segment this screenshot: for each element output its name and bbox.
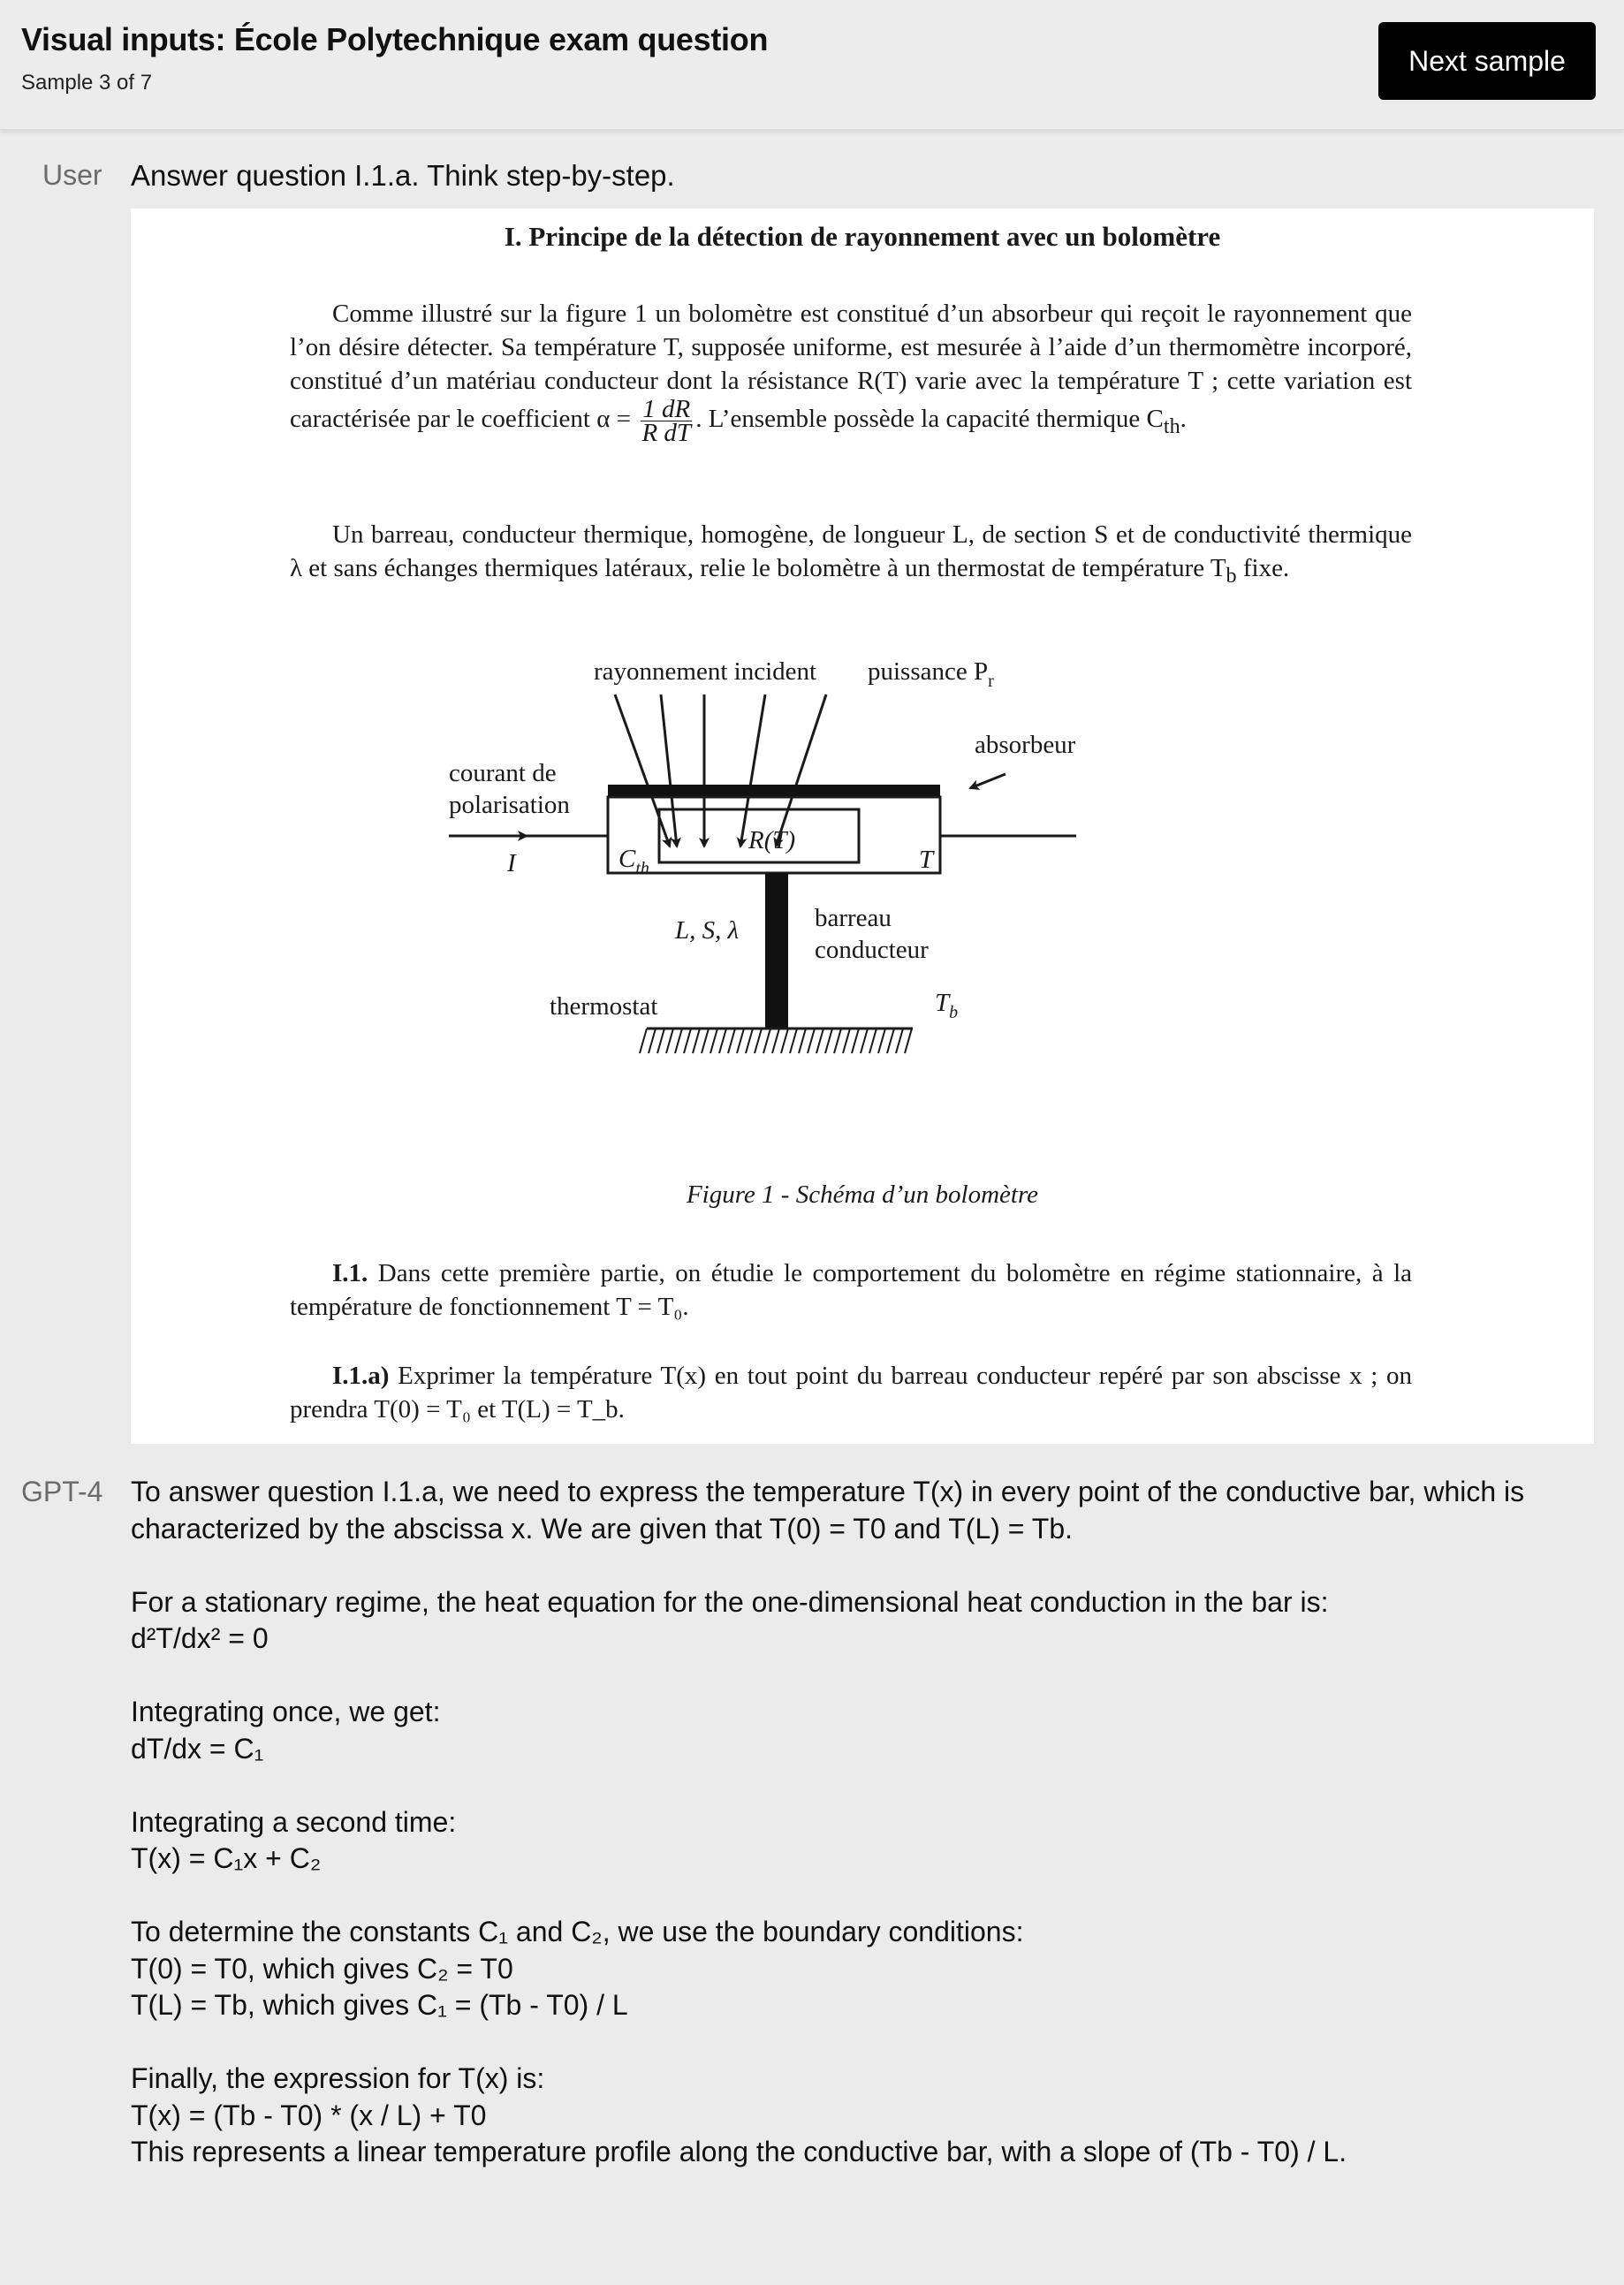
label-bar-params: L, S, λ — [675, 916, 740, 945]
paragraph-part-I1: I.1. Dans cette première partie, on étudie le comportement du bolomètre en régime stationnaire, à la température de fonctionnement T = T₀. — [290, 1259, 1412, 1321]
assistant-speaker-label: GPT-4 — [21, 1476, 103, 1507]
section-title: I. Principe de la détection de rayonnement avec un bolomètre — [504, 221, 1221, 252]
label-radiation: rayonnement incident — [594, 657, 817, 686]
answer-line — [131, 1878, 1597, 1915]
answer-line — [131, 1547, 1597, 1584]
label-bar-line2: conducteur — [815, 936, 929, 964]
paragraph-question-I1a: I.1.a) Exprimer la température T(x) en tout point du barreau conducteur repéré par son abscisse x ; on prendra T(0) = T₀ et T(L) = T_b. — [290, 1362, 1412, 1423]
answer-line: T(L) = Tb, which gives C₁ = (Tb - T0) / L — [131, 1989, 628, 2021]
label-power: puissance $P_r$ — [868, 657, 994, 691]
answer-line: Integrating a second time: — [131, 1805, 457, 1838]
paragraph-bar: Un barreau, conducteur thermique, homogène, de longueur L, de section S et de conductivité thermique λ et sans échanges thermiques latéraux, relie le bolomètre à un thermostat de température $T_b$ fixe. — [290, 520, 1412, 588]
thermostat-hatching — [640, 1029, 912, 1053]
figure-caption: Figure 1 - Schéma d’un bolomètre — [686, 1180, 1039, 1209]
answer-line: For a stationary regime, the heat equation for the one-dimensional heat conduction in the bar is: — [131, 1585, 1329, 1618]
label-thermostat: thermostat — [550, 992, 658, 1021]
absorber-plate — [608, 785, 940, 797]
answer-line: Finally, the expression for T(x) is: — [131, 2062, 545, 2094]
answer-line: d²T/dx² = 0 — [131, 1622, 269, 1654]
answer-line: T(x) = (Tb - T0) * (x / L) + T0 — [131, 2099, 487, 2131]
alpha-fraction: $\frac{1 dR}{\text{R dT}}$ — [641, 395, 692, 447]
label-current-line1: courant de — [449, 759, 557, 787]
radiation-arrows — [615, 695, 826, 846]
label-resistance: R(T) — [748, 826, 796, 854]
exam-image — [131, 209, 1594, 1444]
answer-line: This represents a linear temperature profile along the conductive bar, with a slope of (Tb - T0) / L. — [131, 2136, 1347, 2167]
answer-line: To answer question I.1.a, we need to express the temperature T(x) in every point of the conductive bar, which is — [131, 1476, 1525, 1507]
answer-line: characterized by the abscissa x. We are given that T(0) = T0 and T(L) = Tb. — [131, 1512, 1074, 1545]
label-Tb: $T_b$ — [935, 989, 959, 1022]
next-sample-button[interactable]: Next sample — [1378, 22, 1596, 100]
answer-line: T(x) = C₁x + C₂ — [131, 1842, 322, 1874]
assistant-answer — [131, 1474, 1597, 2171]
header-bar — [0, 0, 1624, 130]
answer-line: T(0) = T0, which gives C₂ = T0 — [131, 1952, 513, 1985]
label-heat-capacity: $C_{th}$ — [618, 845, 649, 878]
page-title: Visual inputs: École Polytechnique exam question — [21, 21, 769, 57]
user-speaker-label: User — [42, 159, 102, 191]
answer-line — [131, 1767, 1597, 1804]
sample-counter: Sample 3 of 7 — [21, 71, 153, 95]
label-temperature-T: T — [919, 846, 934, 874]
label-bar-line1: barreau — [815, 904, 892, 932]
label-absorber: absorbeur — [975, 731, 1076, 759]
answer-line: dT/dx = C₁ — [131, 1732, 264, 1765]
answer-line — [131, 1658, 1597, 1695]
user-message: Answer question I.1.a. Think step-by-step. — [131, 159, 675, 192]
conducting-bar — [765, 873, 788, 1029]
label-current-line2: polarisation — [449, 791, 570, 819]
answer-line: Integrating once, we get: — [131, 1696, 441, 1727]
label-current-I: I — [507, 849, 516, 877]
bolometer-diagram — [449, 650, 1279, 1180]
answer-line: To determine the constants C₁ and C₂, we use the boundary conditions: — [131, 1916, 1024, 1947]
answer-line — [131, 2024, 1597, 2061]
paragraph-bolometer: Comme illustré sur la figure 1 un bolomètre est constitué d’un absorbeur qui reçoit le rayonnement que l’on désire détecter. Sa température T, supposée uniforme, est mesurée à l’aide d’un thermomètre incorporé, constitué d’un matériau conducteur dont la résistance R(T) varie avec la température T ; cette variation est caractérisée par le coefficient α = $\frac{1 dR}{\text{R dT}}$ . L’ensemble possède la capacité thermique $C_{th}$. — [290, 300, 1412, 447]
